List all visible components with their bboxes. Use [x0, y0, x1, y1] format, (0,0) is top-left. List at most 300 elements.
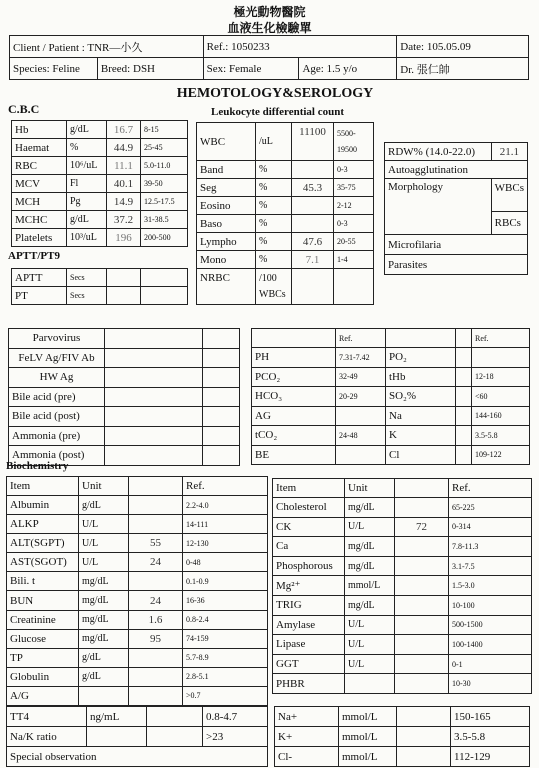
biochem-name: A/G	[7, 686, 79, 705]
gas-left-ref	[336, 406, 386, 426]
aptt-title: APTT/PT9	[8, 250, 60, 262]
cbc-ref: 12.5-17.5	[141, 193, 188, 211]
serology-table	[8, 328, 240, 466]
bottom-left-name: Special observation	[7, 747, 268, 767]
serology-extra	[203, 329, 240, 349]
biochem-row	[7, 610, 268, 629]
aptt-ref	[141, 287, 188, 305]
leuko-unit: %	[256, 197, 292, 215]
bottom-right-row	[275, 707, 530, 727]
gas-left-name: AG	[252, 406, 336, 426]
biochem-ref: 5.7-8.9	[183, 648, 268, 667]
biochem-row	[273, 595, 532, 615]
bottom-right-unit: mmol/L	[339, 747, 397, 767]
biochem-unit: mg/dL	[79, 610, 129, 629]
ref-label: Ref.:	[206, 40, 229, 53]
doctor-label: Dr.	[400, 63, 415, 76]
aptt-name: APTT	[12, 269, 67, 287]
bottom-right-row	[275, 747, 530, 767]
biochem-name: Globulin	[7, 667, 79, 686]
cbc-unit: %	[67, 139, 107, 157]
biochem-row	[7, 667, 268, 686]
gas-right-ref: <60	[472, 387, 530, 407]
biochem-value: 1.6	[129, 610, 183, 629]
cbc-row	[12, 211, 188, 229]
leuko-value: 45.3	[292, 179, 334, 197]
leuko-name: Band	[197, 161, 256, 179]
cbc-row	[12, 175, 188, 193]
biochem-value	[395, 576, 449, 596]
leuko-ref: 0-3	[334, 161, 374, 179]
gas-right-ref: 109-122	[472, 445, 530, 465]
bottom-left-name: TT4	[7, 707, 87, 727]
rdw-value: 21.1	[491, 143, 527, 161]
biochem-value	[129, 496, 183, 515]
leuko-ref: 35-75	[334, 179, 374, 197]
biochem-ref: 16-36	[183, 591, 268, 610]
biochem-ref: 14-111	[183, 515, 268, 534]
bottom-right-ref: 150-165	[451, 707, 530, 727]
nrbc-name: NRBC	[197, 269, 256, 305]
leuko-unit: %	[256, 215, 292, 233]
bottom-left-row	[7, 727, 268, 747]
gas-left-name: PH	[252, 348, 336, 368]
biochem-value	[395, 635, 449, 655]
biochem-name: TP	[7, 648, 79, 667]
biochem-value	[395, 537, 449, 557]
biochem-unit: g/dL	[79, 496, 129, 515]
biochem-name: PHBR	[273, 674, 345, 694]
biochem-ref: 0.1-0.9	[183, 572, 268, 591]
gas-right-ref	[472, 348, 530, 368]
nrbc-ref	[334, 269, 374, 305]
gas-right-ref-head: Ref.	[472, 329, 530, 348]
biochem-ref: 0-48	[183, 553, 268, 572]
biochem-value	[395, 595, 449, 615]
nrbc-unit-2: WBCs	[259, 288, 286, 300]
serology-value	[105, 348, 203, 368]
serology-extra	[203, 368, 240, 388]
client-value: TNR—小久	[87, 41, 143, 54]
biochem-ref: 3.1-7.5	[449, 556, 532, 576]
cbc-value: 16.7	[107, 121, 141, 139]
biochem-header	[7, 477, 268, 496]
biochem-name: Bili. t	[7, 572, 79, 591]
serology-name: HW Ag	[9, 368, 105, 388]
gas-left-ref: 7.31-7.42	[336, 348, 386, 368]
biochem-right-table	[272, 478, 532, 694]
biochem-name: CK	[273, 517, 345, 537]
wbc-value: 11100	[292, 123, 334, 161]
species-label: Species:	[13, 62, 50, 75]
biochem-unit: mg/dL	[79, 591, 129, 610]
biochem-unit: mg/dL	[345, 595, 395, 615]
biochem-row	[273, 654, 532, 674]
cbc-unit: 10³/uL	[67, 229, 107, 247]
cbc-value: 196	[107, 229, 141, 247]
gas-right-value	[456, 387, 472, 407]
gas-right-value	[456, 426, 472, 446]
cbc-table	[11, 120, 188, 247]
gas-right-name: K	[386, 426, 456, 446]
leuko-name: Lympho	[197, 233, 256, 251]
biochem-name: BUN	[7, 591, 79, 610]
biochem-unit: mg/dL	[79, 629, 129, 648]
gas-right-name-head	[386, 329, 456, 348]
cbc-ref: 25-45	[141, 139, 188, 157]
hospital-name: 極光動物醫院	[233, 5, 306, 19]
cbc-row	[12, 139, 188, 157]
biochem-ref: 74-159	[183, 629, 268, 648]
biochem-name: AST(SGOT)	[7, 553, 79, 572]
biochem-unit: mg/dL	[345, 498, 395, 518]
gas-right-ref: 144-160	[472, 406, 530, 426]
biochem-ref: 7.8-11.3	[449, 537, 532, 557]
biochem-ref: 500-1500	[449, 615, 532, 635]
biochem-row	[7, 648, 268, 667]
gas-right-name: SO₂%	[386, 387, 456, 407]
microfilaria-label: Microfilaria	[385, 235, 528, 255]
gas-left-name: PCO₂	[252, 367, 336, 387]
bottom-left-row	[7, 707, 268, 727]
biochem-row	[273, 498, 532, 518]
bloodgas-row	[252, 367, 530, 387]
bottom-left-ref: >23	[203, 727, 268, 747]
cbc-ref: 5.0-11.0	[141, 157, 188, 175]
biochem-value	[129, 648, 183, 667]
gas-right-ref: 3.5-5.8	[472, 426, 530, 446]
age-label: Age:	[302, 62, 324, 75]
serology-row	[9, 329, 240, 349]
biochem-ref: 100-1400	[449, 635, 532, 655]
bottom-right-name: K+	[275, 727, 339, 747]
biochem-row	[273, 674, 532, 694]
sex-cell	[203, 58, 299, 80]
bottom-right-value	[397, 747, 451, 767]
biochem-row	[7, 515, 268, 534]
bloodgas-table	[251, 328, 530, 465]
biochem-ref: 10-100	[449, 595, 532, 615]
rdw-table	[384, 142, 528, 275]
cbc-unit: Fl	[67, 175, 107, 193]
morph-rbcs: RBCs	[494, 217, 521, 229]
biochem-unit: mg/dL	[79, 572, 129, 591]
cbc-name: Haemat	[12, 139, 67, 157]
gas-right-name: tHb	[386, 367, 456, 387]
gas-left-name-head	[252, 329, 336, 348]
doctor-value: 張仁帥	[416, 63, 450, 76]
leuko-unit: %	[256, 251, 292, 269]
biochem-value-head	[129, 477, 183, 496]
biochem-item-head: Item	[7, 477, 79, 496]
cbc-row	[12, 229, 188, 247]
bloodgas-row	[252, 445, 530, 465]
biochem-unit: mg/dL	[345, 556, 395, 576]
biochem-row	[7, 629, 268, 648]
gas-right-name: Na	[386, 406, 456, 426]
bottom-left-value	[147, 707, 203, 727]
gas-right-value	[456, 367, 472, 387]
serology-row	[9, 348, 240, 368]
biochem-unit-head: Unit	[79, 477, 129, 496]
biochem-value: 55	[129, 534, 183, 553]
biochem-row	[7, 686, 268, 705]
biochem-name: ALT(SGPT)	[7, 534, 79, 553]
serology-value	[105, 329, 203, 349]
leuko-value: 47.6	[292, 233, 334, 251]
biochem-ref: >0.7	[183, 686, 268, 705]
biochem-unit: U/L	[345, 517, 395, 537]
bloodgas-row	[252, 406, 530, 426]
biochem-unit: U/L	[345, 654, 395, 674]
cbc-value: 40.1	[107, 175, 141, 193]
cbc-ref: 8-15	[141, 121, 188, 139]
biochem-row	[273, 615, 532, 635]
leuko-name: Baso	[197, 215, 256, 233]
serology-extra	[203, 446, 240, 466]
bottom-left-name: Na/K ratio	[7, 727, 87, 747]
cbc-ref: 39-50	[141, 175, 188, 193]
biochem-value	[129, 572, 183, 591]
biochem-value: 72	[395, 517, 449, 537]
leuko-name: Seg	[197, 179, 256, 197]
wbc-ref-high: 19500	[337, 144, 357, 154]
biochem-value	[395, 654, 449, 674]
morphology-text: Morphology	[388, 181, 443, 193]
leuko-unit: %	[256, 161, 292, 179]
serology-name: Ammonia (post)	[9, 446, 105, 466]
biochem-title: Biochemistry	[6, 460, 69, 472]
serology-value	[105, 407, 203, 427]
aptt-ref	[141, 269, 188, 287]
biochem-name: Glucose	[7, 629, 79, 648]
leuko-table	[196, 122, 374, 305]
cbc-name: Platelets	[12, 229, 67, 247]
aptt-row	[12, 269, 188, 287]
cbc-row	[12, 121, 188, 139]
bottom-left-value	[147, 727, 203, 747]
serology-extra	[203, 387, 240, 407]
leuko-name: Mono	[197, 251, 256, 269]
biochem-unit: U/L	[345, 615, 395, 635]
cbc-unit: g/dL	[67, 211, 107, 229]
serology-name: Bile acid (post)	[9, 407, 105, 427]
serology-row	[9, 387, 240, 407]
doctor-cell	[397, 58, 529, 80]
morph-wbcs: WBCs	[492, 179, 527, 212]
cbc-name: RBC	[12, 157, 67, 175]
serology-name: Parvovirus	[9, 329, 105, 349]
cbc-ref: 200-500	[141, 229, 188, 247]
cbc-title: C.B.C	[8, 102, 40, 116]
serology-extra	[203, 407, 240, 427]
patient-info-table	[9, 35, 529, 80]
bloodgas-header	[252, 329, 530, 348]
bottom-right-ref: 3.5-5.8	[451, 727, 530, 747]
biochem-unit: U/L	[79, 553, 129, 572]
species-value: Feline	[52, 62, 80, 75]
gas-left-ref-head: Ref.	[336, 329, 386, 348]
aptt-value	[107, 269, 141, 287]
species-cell	[10, 58, 98, 80]
biochem-ref: 2.8-5.1	[183, 667, 268, 686]
biochem-value: 24	[129, 591, 183, 610]
bottom-right-table	[274, 706, 530, 767]
biochem-value	[395, 498, 449, 518]
age-value: 1.5 y/o	[326, 62, 358, 75]
serology-row	[9, 368, 240, 388]
leuko-unit: %	[256, 179, 292, 197]
biochem-value	[395, 674, 449, 694]
biochem-unit: U/L	[345, 635, 395, 655]
leuko-ref: 2-12	[334, 197, 374, 215]
biochem-ref-head: Ref.	[183, 477, 268, 496]
gas-left-ref	[336, 445, 386, 465]
gas-left-name: tCO₂	[252, 426, 336, 446]
parasites-label: Parasites	[385, 255, 528, 275]
serology-value	[105, 446, 203, 466]
biochem-unit: mg/dL	[345, 537, 395, 557]
nrbc-value	[292, 269, 334, 305]
cbc-value: 14.9	[107, 193, 141, 211]
serology-value	[105, 387, 203, 407]
nrbc-unit-1: /100	[259, 272, 277, 284]
bottom-left-table	[6, 706, 268, 767]
biochem-item-head: Item	[273, 479, 345, 498]
biochem-name: Mg²⁺	[273, 576, 345, 596]
cbc-unit: Pg	[67, 193, 107, 211]
leuko-value	[292, 161, 334, 179]
ref-cell	[203, 36, 397, 58]
serology-extra	[203, 348, 240, 368]
leuko-row	[197, 215, 374, 233]
leuko-row	[197, 251, 374, 269]
gas-left-ref: 20-29	[336, 387, 386, 407]
biochem-ref: 12-130	[183, 534, 268, 553]
leuko-value: 7.1	[292, 251, 334, 269]
biochem-ref: 10-30	[449, 674, 532, 694]
bottom-left-unit	[87, 727, 147, 747]
biochem-name: Creatinine	[7, 610, 79, 629]
rdw-label: RDW% (14.0-22.0)	[385, 143, 492, 161]
ref-value: 1050233	[231, 40, 270, 53]
gas-right-value	[456, 406, 472, 426]
serology-name: Bile acid (pre)	[9, 387, 105, 407]
biochem-left-table	[6, 476, 268, 706]
bloodgas-row	[252, 348, 530, 368]
biochem-row	[273, 537, 532, 557]
biochem-value	[129, 686, 183, 705]
aptt-unit: Secs	[67, 287, 107, 305]
cbc-value: 11.1	[107, 157, 141, 175]
aptt-value	[107, 287, 141, 305]
breed-cell	[97, 58, 203, 80]
biochem-name: TRIG	[273, 595, 345, 615]
bloodgas-row	[252, 426, 530, 446]
leuko-row	[197, 197, 374, 215]
gas-left-name: BE	[252, 445, 336, 465]
serology-name: Ammonia (pre)	[9, 426, 105, 446]
date-label: Date:	[400, 40, 425, 53]
gas-right-val-head	[456, 329, 472, 348]
form-title: 血液生化檢驗單	[227, 21, 312, 35]
biochem-unit	[79, 686, 129, 705]
biochem-ref: 2.2-4.0	[183, 496, 268, 515]
biochem-unit	[345, 674, 395, 694]
bottom-left-row	[7, 747, 268, 767]
morphology-label	[385, 179, 492, 235]
date-cell	[397, 36, 529, 58]
serology-name: FeLV Ag/FIV Ab	[9, 348, 105, 368]
client-label: Client / Patient :	[13, 41, 85, 54]
sex-label: Sex:	[206, 62, 227, 75]
biochem-ref-head: Ref.	[449, 479, 532, 498]
bottom-right-unit: mmol/L	[339, 727, 397, 747]
gas-right-ref: 12-18	[472, 367, 530, 387]
serology-value	[105, 368, 203, 388]
gas-left-name: HCO₃	[252, 387, 336, 407]
cbc-name: Hb	[12, 121, 67, 139]
bottom-left-ref: 0.8-4.7	[203, 707, 268, 727]
biochem-unit: U/L	[79, 534, 129, 553]
biochem-value: 95	[129, 629, 183, 648]
biochem-row	[273, 556, 532, 576]
biochem-row	[273, 576, 532, 596]
cbc-unit: 10⁶/uL	[67, 157, 107, 175]
biochem-row	[7, 572, 268, 591]
serology-row	[9, 426, 240, 446]
cbc-name: MCHC	[12, 211, 67, 229]
leuko-title: Leukocyte differential count	[211, 106, 345, 118]
gas-right-value	[456, 348, 472, 368]
leuko-unit: %	[256, 233, 292, 251]
bottom-right-value	[397, 727, 451, 747]
gas-right-name: Cl	[386, 445, 456, 465]
bottom-right-name: Cl-	[275, 747, 339, 767]
biochem-name: GGT	[273, 654, 345, 674]
cbc-name: MCV	[12, 175, 67, 193]
biochem-header	[273, 479, 532, 498]
section-title: HEMOTOLOGY&SEROLOGY	[176, 86, 374, 101]
leuko-ref: 1-4	[334, 251, 374, 269]
gas-left-ref: 24-48	[336, 426, 386, 446]
nrbc-row	[197, 269, 374, 305]
cbc-ref: 31-38.5	[141, 211, 188, 229]
biochem-unit-head: Unit	[345, 479, 395, 498]
biochem-ref: 1.5-3.0	[449, 576, 532, 596]
biochem-value	[129, 667, 183, 686]
cbc-value: 37.2	[107, 211, 141, 229]
leuko-ref: 20-55	[334, 233, 374, 251]
leuko-ref: 0-3	[334, 215, 374, 233]
gas-right-name: PO₂	[386, 348, 456, 368]
biochem-row	[7, 496, 268, 515]
biochem-ref: 0.8-2.4	[183, 610, 268, 629]
biochem-unit: U/L	[79, 515, 129, 534]
biochem-value-head	[395, 479, 449, 498]
aptt-unit: Secs	[67, 269, 107, 287]
serology-row	[9, 407, 240, 427]
biochem-ref: 0-1	[449, 654, 532, 674]
biochem-name: ALKP	[7, 515, 79, 534]
aptt-table	[11, 268, 188, 305]
leuko-value	[292, 197, 334, 215]
leuko-row	[197, 161, 374, 179]
sex-value: Female	[228, 62, 262, 75]
breed-label: Breed:	[100, 62, 131, 75]
leuko-row	[197, 179, 374, 197]
biochem-name: Lipase	[273, 635, 345, 655]
